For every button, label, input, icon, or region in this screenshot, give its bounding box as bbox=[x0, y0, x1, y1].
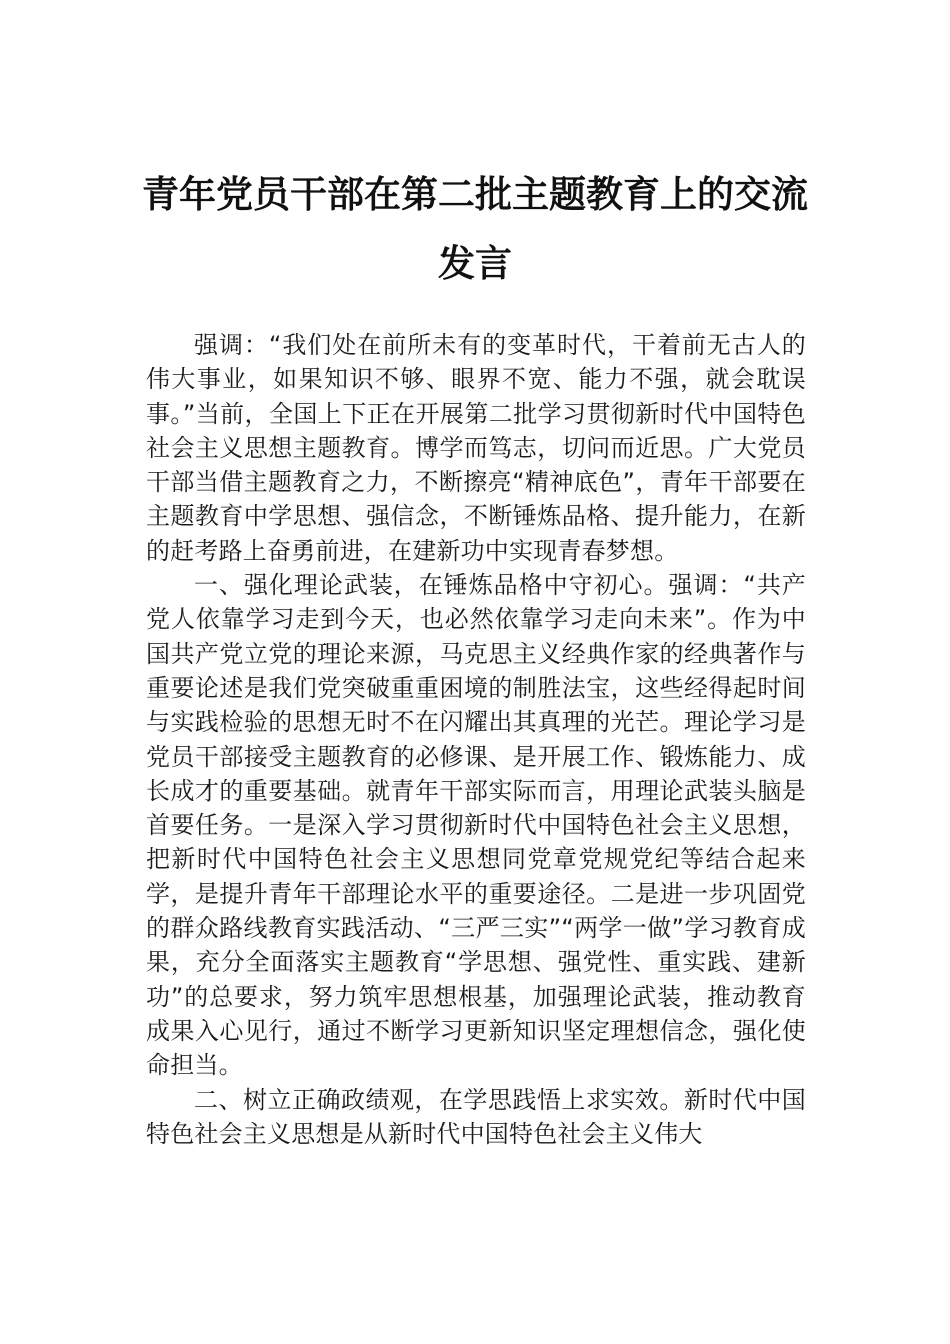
document-title-line-1: 青年党员干部在第二批主题教育上的交流 bbox=[142, 172, 808, 216]
paragraph-section-2: 二、树立正确政绩观，在学思践悟上求实效。新时代中国特色社会主义思想是从新时代中国特色社会主义伟大 bbox=[146, 1085, 806, 1148]
paragraph-section-1: 一、强化理论武装，在锤炼品格中守初心。强调：“共产党人依靠学习走到今天，也必然依靠学习走向未来”。作为中国共产党立党的理论来源，马克思主义经典作家的经典著作与重要论述是我们党突破重重困境的制胜法宝，这些经得起时间与实践检验的思想无时不在闪耀出其真理的光芒。理论学习是党员干部接受主题教育的必修课、是开展工作、锻炼能力、成长成才的重要基础。就青年干部实际而言，用理论武装头脑是首要任务。一是深入学习贯彻新时代中国特色社会主义思想，把新时代中国特色社会主义思想同党章党规党纪等结合起来学，是提升青年干部理论水平的重要途径。二是进一步巩固党的群众路线教育实践活动、“三严三实”“两学一做”学习教育成果，充分全面落实主题教育“学思想、强党性、重实践、建新功”的总要求，努力筑牢思想根基，加强理论武装，推动教育成果入心见行，通过不断学习更新知识坚定理想信念，强化使命担当。 bbox=[146, 571, 806, 1080]
document-body bbox=[146, 328, 806, 1151]
document-title-line-2: 发言 bbox=[438, 241, 512, 285]
paragraph-intro: 强调：“我们处在前所未有的变革时代，干着前无古人的伟大事业，如果知识不够、眼界不宽、能力不强，就会耽误事。”当前，全国上下正在开展第二批学习贯彻新时代中国特色社会主义思想主题教育。博学而笃志，切问而近思。广大党员干部当借主题教育之力，不断擦亮“精神底色”，青年干部要在主题教育中学思想、强信念，不断锤炼品格、提升能力，在新的赶考路上奋勇前进，在建新功中实现青春梦想。 bbox=[146, 331, 806, 565]
